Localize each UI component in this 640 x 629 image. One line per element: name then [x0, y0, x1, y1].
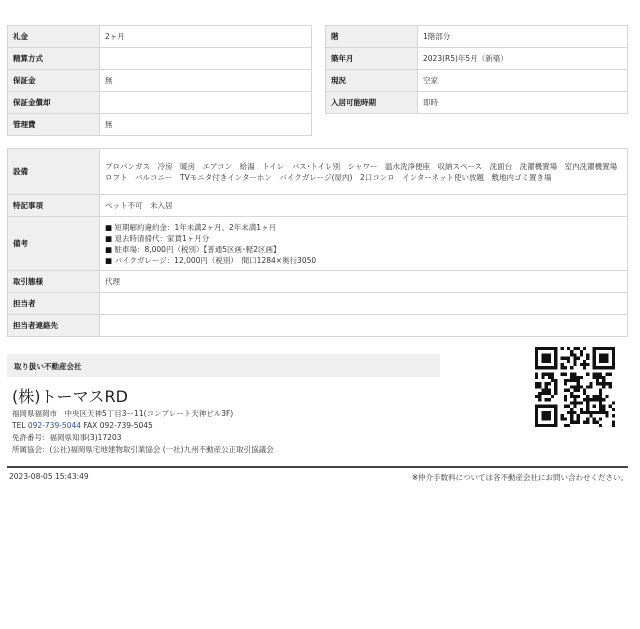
- staff-contact-value: [100, 315, 628, 337]
- agent-license: 免許番号：福岡県知事(3)17203: [12, 433, 122, 442]
- right-table-row: [326, 48, 628, 70]
- agent-association: 所属協会：(公社)福岡県宅地建物取引業協会 (一社)九州不動産公正取引協議会: [12, 445, 274, 454]
- agent-contact-line: [12, 421, 153, 431]
- transaction-value: 代理: [100, 271, 628, 293]
- facilities-row: [8, 149, 628, 195]
- qr-code-icon: [535, 347, 615, 427]
- left-table-value: 2ヶ月: [100, 26, 312, 48]
- right-table-label: 築年月: [326, 48, 418, 70]
- right-table-label: 階: [326, 26, 418, 48]
- remark-line: ■ 駐車場：8,000円（税別）【普通5区画･軽2区画】: [105, 244, 622, 255]
- transaction-row: [8, 271, 628, 293]
- facilities-label: 設備: [8, 149, 100, 195]
- property-table-right: [325, 25, 628, 114]
- staff-label: 担当者: [8, 293, 100, 315]
- remarks-label: 備考: [8, 217, 100, 271]
- left-table-label: 管理費: [8, 114, 100, 136]
- right-table-value: 1階部分: [418, 26, 628, 48]
- right-table-row: [326, 70, 628, 92]
- left-table-row: [8, 26, 312, 48]
- left-table-row: [8, 48, 312, 70]
- left-table-value: 無: [100, 70, 312, 92]
- left-table-label: 精算方式: [8, 48, 100, 70]
- remark-line: ■ バイクガレージ：12,000円（税別） 間口1284×奥行3050: [105, 255, 622, 266]
- left-table-label: 礼金: [8, 26, 100, 48]
- footer-divider: [7, 466, 628, 468]
- staff-contact-row: [8, 315, 628, 337]
- right-table-label: 現況: [326, 70, 418, 92]
- right-table-row: [326, 26, 628, 48]
- staff-value: [100, 293, 628, 315]
- printed-datetime: 2023-08-05 15:43:49: [9, 472, 89, 481]
- special-notes-row: [8, 195, 628, 217]
- agent-address: 福岡県福岡市 中央区天神5丁目3ー11(コンプレート天神ビル3F): [12, 409, 234, 418]
- staff-row: [8, 293, 628, 315]
- left-table-value: [100, 48, 312, 70]
- transaction-label: 取引態様: [8, 271, 100, 293]
- agent-section-header: 取り扱い不動産会社: [7, 354, 440, 377]
- special-notes-value: ペット不可 未入居: [100, 195, 628, 217]
- agent-company-name: (株)トーマスRD: [12, 387, 128, 406]
- left-table-value: 無: [100, 114, 312, 136]
- tel-link[interactable]: 092-739-5044: [27, 421, 82, 430]
- left-table-value: [100, 92, 312, 114]
- left-table-row: [8, 92, 312, 114]
- staff-contact-label: 担当者連絡先: [8, 315, 100, 337]
- remarks-value: [100, 217, 628, 271]
- right-table-label: 入居可能時期: [326, 92, 418, 114]
- property-table-details: [7, 148, 628, 337]
- right-table-value: 空家: [418, 70, 628, 92]
- right-table-value: 即時: [418, 92, 628, 114]
- left-table-label: 保証金償却: [8, 92, 100, 114]
- left-table-row: [8, 70, 312, 92]
- left-table-label: 保証金: [8, 70, 100, 92]
- left-table-row: [8, 114, 312, 136]
- brokerage-fee-note: ※仲介手数料については各不動産会社にお問い合わせください。: [411, 473, 628, 482]
- tel-label: TEL: [12, 421, 26, 430]
- facilities-value: プロパンガス 冷房 暖房 エアコン 給湯 トイレ バス･トイレ別 シャワー 温水洗浄便座 収納スペース 洗面台 洗濯機置場 室内洗濯機置場 ロフト バルコニー TVモニタ付きインターホン バイクガレージ(屋内) 2口コンロ インターネット使い放題 敷地内ゴミ置き場: [100, 149, 628, 195]
- special-notes-label: 特記事項: [8, 195, 100, 217]
- remarks-row: [8, 217, 628, 271]
- remark-line: ■ 短期解約違約金：1年未満2ヶ月、2年未満1ヶ月: [105, 222, 622, 233]
- property-table-left: [7, 25, 312, 136]
- right-table-value: 2023(R5)年5月（新築）: [418, 48, 628, 70]
- remark-line: ■ 退去時清掃代：家賃1ヶ月分: [105, 233, 622, 244]
- fax-text: FAX 092-739-5045: [83, 421, 153, 430]
- right-table-row: [326, 92, 628, 114]
